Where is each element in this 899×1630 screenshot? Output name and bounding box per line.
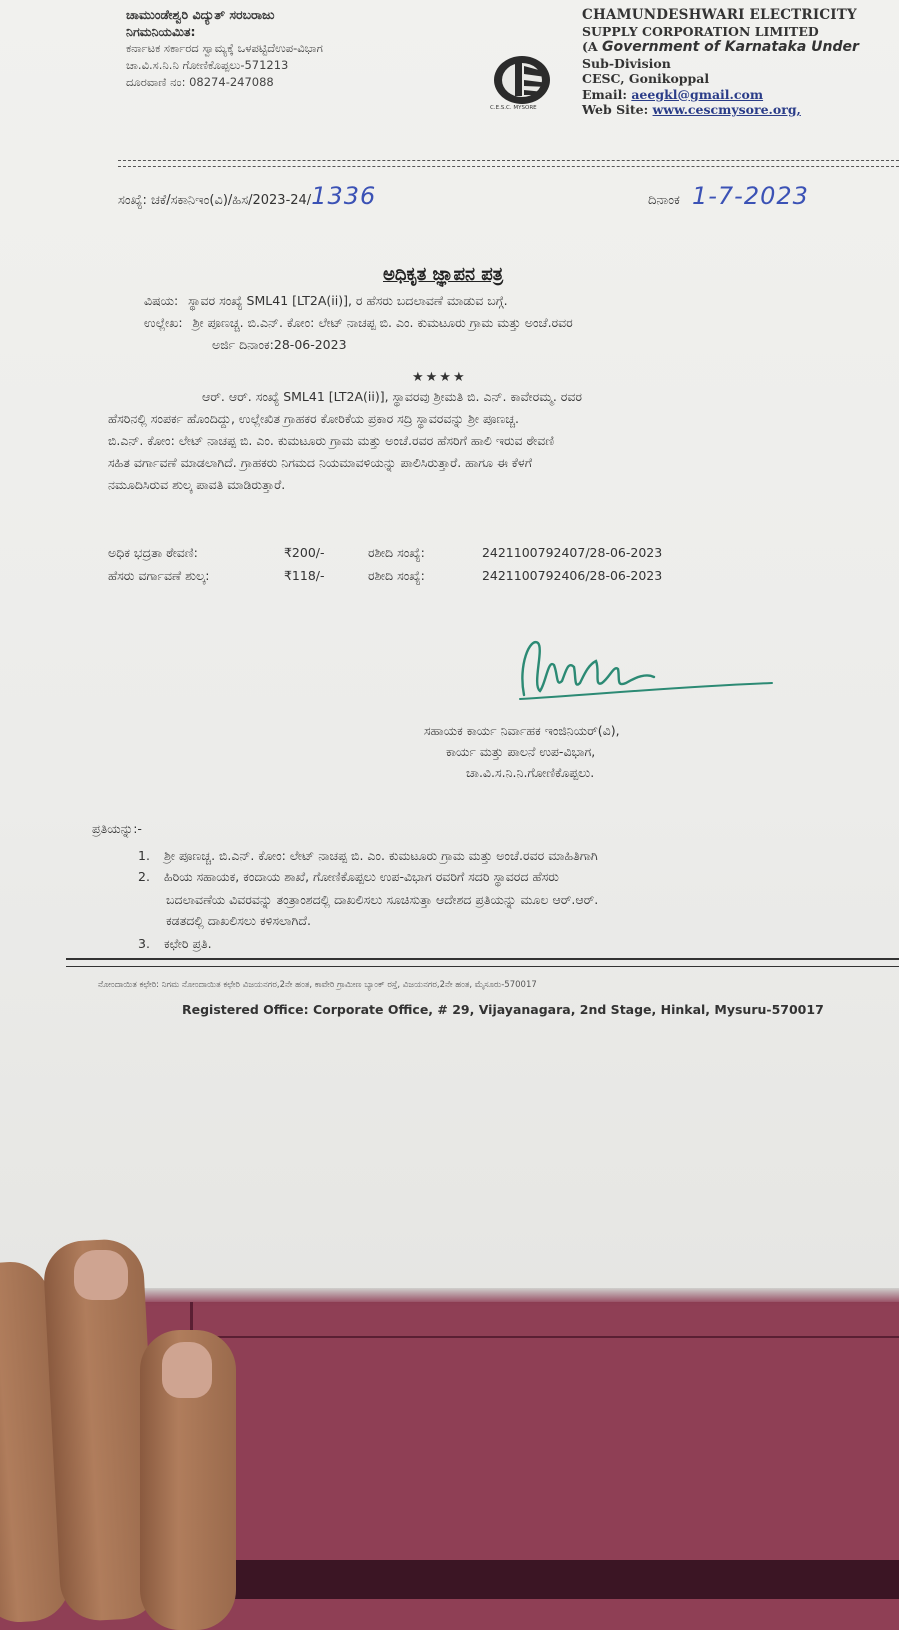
govt-line-en: (A Government of Karnataka Under — [582, 39, 859, 55]
header-left — [126, 6, 323, 91]
phone-line-kn: ದೂರವಾಣಿ ನಂ: 08274-247088 — [126, 75, 274, 89]
handwritten-date: 1-7-2023 — [691, 182, 809, 210]
reference-number: ಸಂಖ್ಯೆ: ಚಕೆ/ಸಕಾನಿಇಂ(ವಿ)/ಹಿಸ/2023-24/1336 — [118, 182, 377, 210]
footer-address-kn: ನೋಂದಾಯಿತ ಕಛೇರಿ: ನಿಗಮ ನೋಂದಾಯಿತ ಕಛೇರಿ ವಿಜಯನಗರ,2ನೇ ಹಂತ, ಕಾವೇರಿ ಗ್ರಾಮೀಣ ಬ್ಯಾಂಕ್ ರಸ್ತೆ, ವಿಜಯನಗರ,2ನೇ ಹಂತ, ಮೈಸೂರು-570017 — [98, 980, 537, 990]
fingernail-middle — [162, 1342, 212, 1398]
cesc-logo — [488, 50, 562, 110]
body-line-3: ಬಿ.ಎನ್. ಕೋಂ: ಲೇಟ್ ನಾಚಪ್ಪ ಬಿ. ಎಂ. ಕುಮಟೂರು ಗ್ರಾಮ ಮತ್ತು ಅಂಚೆ.ರವರ ಹೆಸರಿಗೆ ಹಾಲಿ ಇರುವ ಠೇವಣಿ — [108, 433, 555, 448]
company-name-en-1: CHAMUNDESHWARI ELECTRICITY — [582, 7, 857, 23]
signatory-block — [424, 720, 620, 783]
header-divider-2 — [118, 166, 899, 167]
signature — [510, 625, 790, 715]
signatory-designation: ಸಹಾಯಕ ಕಾರ್ಯ ನಿರ್ವಾಹಕ ಇಂಜಿನಿಯರ್(ವಿ), — [424, 723, 620, 738]
email-line: Email: aeegkl@gmail.com — [582, 86, 764, 102]
subject-line: ವಿಷಯ: ಸ್ಥಾವರ ಸಂಖ್ಯೆ SML41 [LT2A(ii)], ರ ಹೆಸರು ಬದಲಾವಣೆ ಮಾಡುವ ಬಗ್ಗೆ. — [144, 293, 508, 308]
memo-title: ಅಧಿಕೃತ ಜ್ಞಾಪನ ಪತ್ರ — [383, 264, 504, 285]
copy-item-2-line-2: ಬದಲಾವಣೆಯ ವಿವರವನ್ನು ತಂತ್ರಾಂಶದಲ್ಲಿ ದಾಖಲಿಸಲು ಸೂಚಿಸುತ್ತಾ ಆದೇಶದ ಪ್ರತಿಯನ್ನು ಮೂಲ ಆರ್.ಆರ್. — [166, 892, 599, 907]
table-seam-line — [190, 1336, 899, 1338]
copy-item-3: 3. ಕಛೇರಿ ಪ್ರತಿ. — [138, 936, 212, 951]
fingernail-index — [74, 1250, 128, 1300]
handwritten-number: 1336 — [311, 182, 377, 210]
copy-item-1: 1. ಶ್ರೀ ಪೂಣಚ್ಚ. ಬಿ.ಎನ್. ಕೋಂ: ಲೇಟ್ ನಾಚಪ್ಪ ಬಿ. ಎಂ. ಕುಮಟೂರು ಗ್ರಾಮ ಮತ್ತು ಅಂಚೆ.ರವರ ಮಾಹಿತಿಗಾಗಿ — [138, 848, 598, 863]
website-line: Web Site: www.cescmysore.org, — [582, 102, 801, 117]
header-divider — [118, 160, 899, 161]
subdivision-label: Sub-Division — [582, 55, 671, 71]
company-name-kn: ಚಾಮುಂಡೇಶ್ವರಿ ವಿದ್ಯುತ್ ಸರಬರಾಜು — [126, 7, 275, 22]
office-name-en: CESC, Gonikoppal — [582, 71, 710, 86]
website-link[interactable]: www.cescmysore.org, — [652, 102, 801, 117]
reference-date: ದಿನಾಂಕ 1-7-2023 — [648, 182, 809, 210]
signatory-office: ಕಾರ್ಯ ಮತ್ತು ಪಾಲನೆ ಉಪ-ವಿಭಾಗ, — [446, 744, 596, 759]
fee-row-transfer: ಹೆಸರು ವರ್ಗಾವಣೆ ಶುಲ್ಕ: ₹118/- ರಶೀದಿ ಸಂಖ್ಯೆ: 2421100792406/28-06-2023 — [108, 568, 663, 583]
email-link[interactable]: aeegkl@gmail.com — [631, 86, 764, 102]
header-right — [582, 8, 859, 118]
fee-row-deposit: ಅಧಿಕ ಭದ್ರತಾ ಠೇವಣಿ: ₹200/- ರಶೀದಿ ಸಂಖ್ಯೆ: 2421100792407/28-06-2023 — [108, 545, 663, 560]
body-line-2: ಹೆಸರಿನಲ್ಲಿ ಸಂಪರ್ಕ ಹೊಂದಿದ್ದು, ಉಲ್ಲೇಖಿತ ಗ್ರಾಹಕರ ಕೋರಿಕೆಯ ಪ್ರಕಾರ ಸದ್ರಿ ಸ್ಥಾವರವನ್ನು ಶ್ರೀ ಪೂಣಚ್ಚ. — [108, 411, 520, 426]
reference-note: ಉಲ್ಲೇಖ: ಶ್ರೀ ಪೂಣಚ್ಚ. ಬಿ.ಎನ್. ಕೋಂ: ಲೇಟ್ ನಾಚಪ್ಪ ಬಿ. ಎಂ. ಕುಮಟೂರು ಗ್ರಾಮ ಮತ್ತು ಅಂಚೆ.ರವರ — [144, 315, 573, 330]
reference-note-date: ಅರ್ಜಿ ದಿನಾಂಕ:28-06-2023 — [212, 337, 347, 352]
logo-caption: C.E.S.C. MYSORE — [490, 105, 537, 110]
company-suffix-kn: ನಿಗಮನಿಯಮಿತ: — [126, 24, 196, 39]
company-name-en-2: SUPPLY CORPORATION LIMITED — [582, 23, 819, 39]
office-line-kn: ಚಾ.ವಿ.ಸ.ನಿ.ನಿ ಗೋಣಿಕೊಪ್ಪಲು-571213 — [126, 58, 289, 72]
footer-divider-2 — [66, 966, 899, 967]
copy-item-2-line-3: ಕಡತದಲ್ಲಿ ದಾಖಲಿಸಲು ಕಳಿಸಲಾಗಿದೆ. — [166, 913, 311, 928]
footer-divider — [66, 958, 899, 960]
govt-line-kn: ಕರ್ನಾಟಕ ಸರ್ಕಾರದ ಸ್ವಾಮ್ಯಕ್ಕೆ ಒಳಪಟ್ಟಿದೆಉಪ-ವಿಭಾಗ — [126, 41, 323, 55]
signatory-location: ಚಾ.ವಿ.ಸ.ನಿ.ನಿ.ಗೋಣಿಕೊಪ್ಪಲು. — [466, 765, 595, 780]
separator-stars: ★★★★ — [412, 370, 467, 385]
copies-heading: ಪ್ರತಿಯನ್ನು:- — [92, 821, 142, 836]
body-line-1: ಆರ್. ಆರ್. ಸಂಖ್ಯೆ SML41 [LT2A(ii)], ಸ್ಥಾವರವು ಶ್ರೀಮತಿ ಬಿ. ಎನ್. ಕಾವೇರಮ್ಮ. ರವರ — [202, 389, 583, 404]
body-line-4: ಸಹಿತ ವರ್ಗಾವಣೆ ಮಾಡಲಾಗಿದೆ. ಗ್ರಾಹಕರು ನಿಗಮದ ನಿಯಮಾವಳಿಯನ್ನು ಪಾಲಿಸಿರುತ್ತಾರೆ. ಹಾಗೂ ಈ ಕೆಳಗೆ — [108, 455, 532, 470]
footer-address-en: Registered Office: Corporate Office, # 29, Vijayanagara, 2nd Stage, Hinkal, Mysuru-570017 — [182, 1002, 824, 1017]
copy-item-2: 2. ಹಿರಿಯ ಸಹಾಯಕ, ಕಂದಾಯ ಶಾಖೆ, ಗೋಣಿಕೊಪ್ಪಲು ಉಪ-ವಿಭಾಗ ರವರಿಗೆ ಸದರಿ ಸ್ಥಾವರದ ಹೆಸರು — [138, 869, 559, 884]
body-line-5: ನಮೂದಿಸಿರುವ ಶುಲ್ಕ ಪಾವತಿ ಮಾಡಿರುತ್ತಾರೆ. — [108, 477, 286, 492]
